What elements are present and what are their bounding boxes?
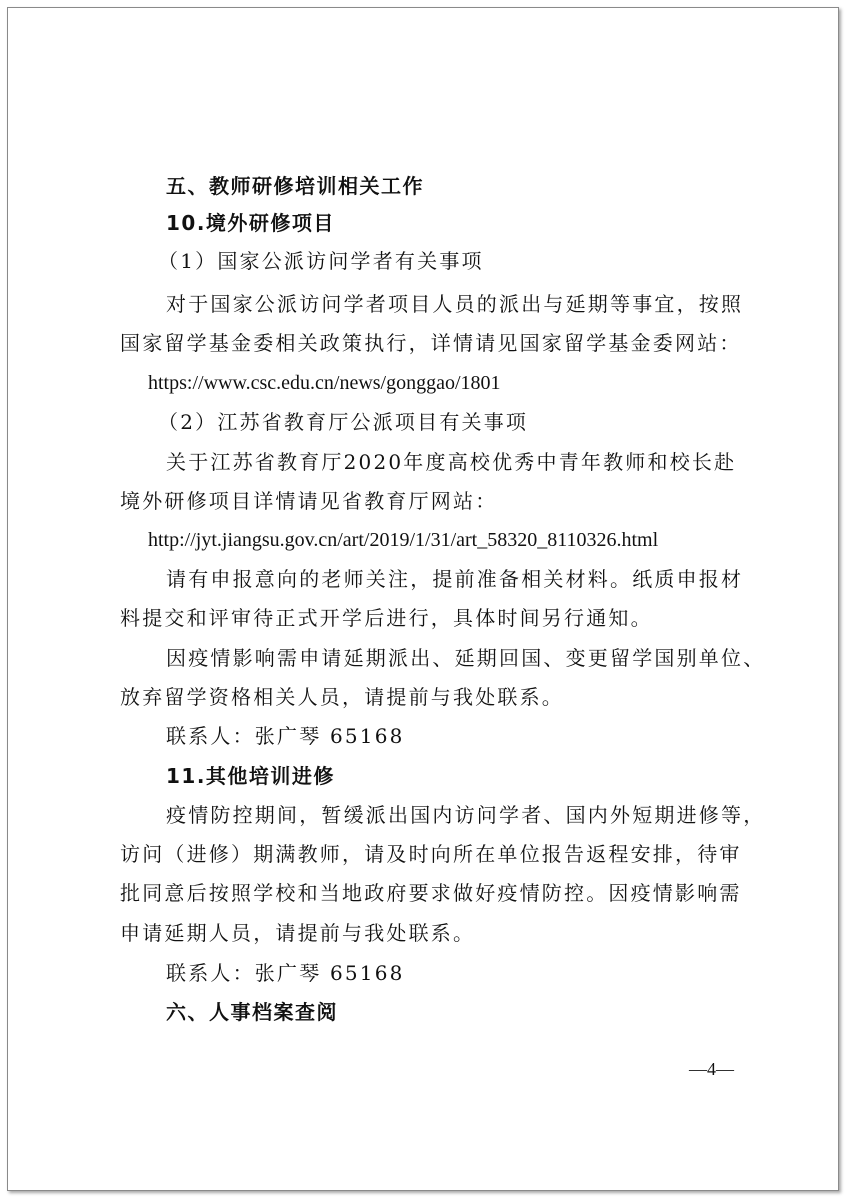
paragraph-line: 疫情防控期间，暂缓派出国内访问学者、国内外短期进修等， <box>166 803 766 827</box>
contact-line: 联系人：张广琴 65168 <box>166 724 405 748</box>
paragraph-line: 国家留学基金委相关政策执行，详情请见国家留学基金委网站： <box>120 331 742 355</box>
subsection-title-10: 10.境外研修项目 <box>166 211 335 235</box>
paragraph-line: 对于国家公派访问学者项目人员的派出与延期等事宜，按照 <box>166 292 744 316</box>
paragraph-line: 访问（进修）期满教师，请及时向所在单位报告返程安排，待审 <box>120 842 742 866</box>
csc-url-link[interactable]: https://www.csc.edu.cn/news/gonggao/1801 <box>148 372 501 394</box>
paragraph-line: 请有申报意向的老师关注，提前准备相关材料。纸质申报材 <box>166 567 744 591</box>
paragraph-line: 关于江苏省教育厅2020年度高校优秀中青年教师和校长赴 <box>166 450 737 474</box>
paragraph-line: 料提交和评审待正式开学后进行，具体时间另行通知。 <box>120 606 653 630</box>
paragraph-line: 放弃留学资格相关人员，请提前与我处联系。 <box>120 685 564 709</box>
document-content <box>8 8 838 1190</box>
page-number: —4— <box>689 1059 734 1079</box>
paragraph-line: 因疫情影响需申请延期派出、延期回国、变更留学国别单位、 <box>166 646 766 670</box>
item-1-title: （1）国家公派访问学者有关事项 <box>158 249 484 273</box>
contact-line: 联系人：张广琴 65168 <box>166 961 405 985</box>
section-title-6: 六、人事档案查阅 <box>166 1000 338 1024</box>
jyt-url-link[interactable]: http://jyt.jiangsu.gov.cn/art/2019/1/31/art_58320_8110326.html <box>148 529 659 551</box>
document-page <box>7 7 839 1191</box>
item-2-title: （2）江苏省教育厅公派项目有关事项 <box>158 410 529 434</box>
paragraph-line: 境外研修项目详情请见省教育厅网站： <box>120 489 498 513</box>
subsection-title-11: 11.其他培训进修 <box>166 764 335 788</box>
section-title-5: 五、教师研修培训相关工作 <box>166 174 424 198</box>
paragraph-line: 申请延期人员，请提前与我处联系。 <box>120 921 476 945</box>
paragraph-line: 批同意后按照学校和当地政府要求做好疫情防控。因疫情影响需 <box>120 881 742 905</box>
